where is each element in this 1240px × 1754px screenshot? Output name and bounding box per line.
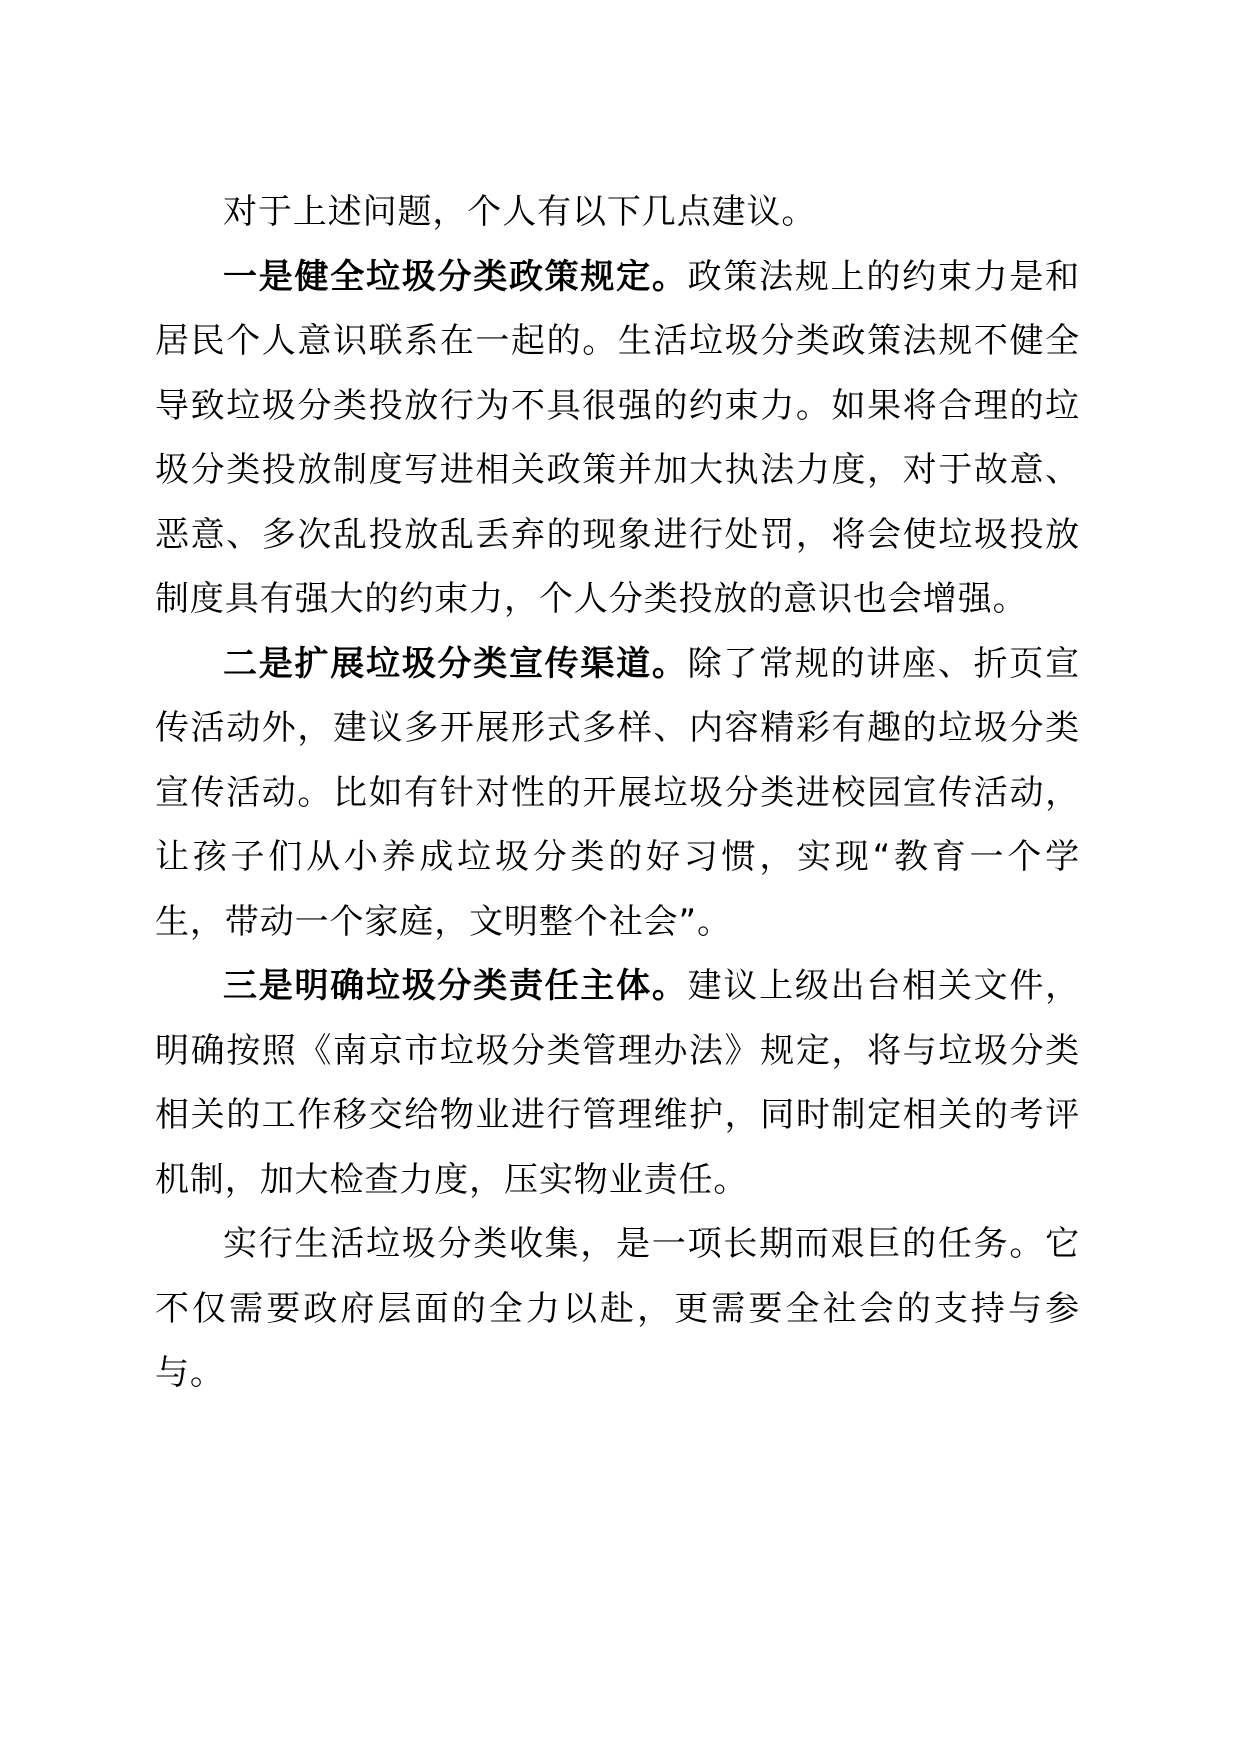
suggestion-body: 政策法规上的约束力是和居民个人意识联系在一起的。生活垃圾分类政策法规不健全导致垃圾分类投放行为不具很强的约束力。如果将合理的垃圾分类投放制度写进相关政策并加大执法力度，对于故意、恶意、多次乱投放乱丢弃的现象进行处罚，将会使垃圾投放制度具有强大的约束力，个人分类投放的意识也会增强。 [155, 256, 1081, 619]
intro-paragraph [155, 180, 1080, 245]
suggestion-heading: 三是明确垃圾分类责任主体。 [223, 966, 688, 1006]
suggestion-heading: 一是健全垃圾分类政策规定。 [223, 256, 688, 297]
suggestion-body: 除了常规的讲座、折页宣传活动外，建议多开展形式多样、内容精彩有趣的垃圾分类宣传活动。比如有针对性的开展垃圾分类进校园宣传活动，让孩子们从小养成垃圾分类的好习惯，实现“教育一个学生，带动一个家庭，文明整个社会”。 [155, 643, 1081, 942]
suggestion-paragraph-1 [155, 245, 1080, 632]
suggestion-paragraph-2 [155, 632, 1080, 955]
document-body [155, 180, 1080, 1406]
intro-text: 对于上述问题，个人有以下几点建议。 [223, 192, 817, 232]
conclusion-text: 实行生活垃圾分类收集，是一项长期而艰巨的任务。它不仅需要政府层面的全力以赴，更需要全社会的支持与参与。 [155, 1224, 1080, 1393]
suggestion-heading: 二是扩展垃圾分类宣传渠道。 [223, 643, 688, 684]
suggestion-body: 建议上级出台相关文件，明确按照《南京市垃圾分类管理办法》规定，将与垃圾分类相关的工作移交给物业进行管理维护，同时制定相关的考评机制，加大检查力度，压实物业责任。 [155, 966, 1081, 1200]
suggestion-paragraph-3 [155, 954, 1080, 1212]
conclusion-paragraph [155, 1212, 1080, 1406]
